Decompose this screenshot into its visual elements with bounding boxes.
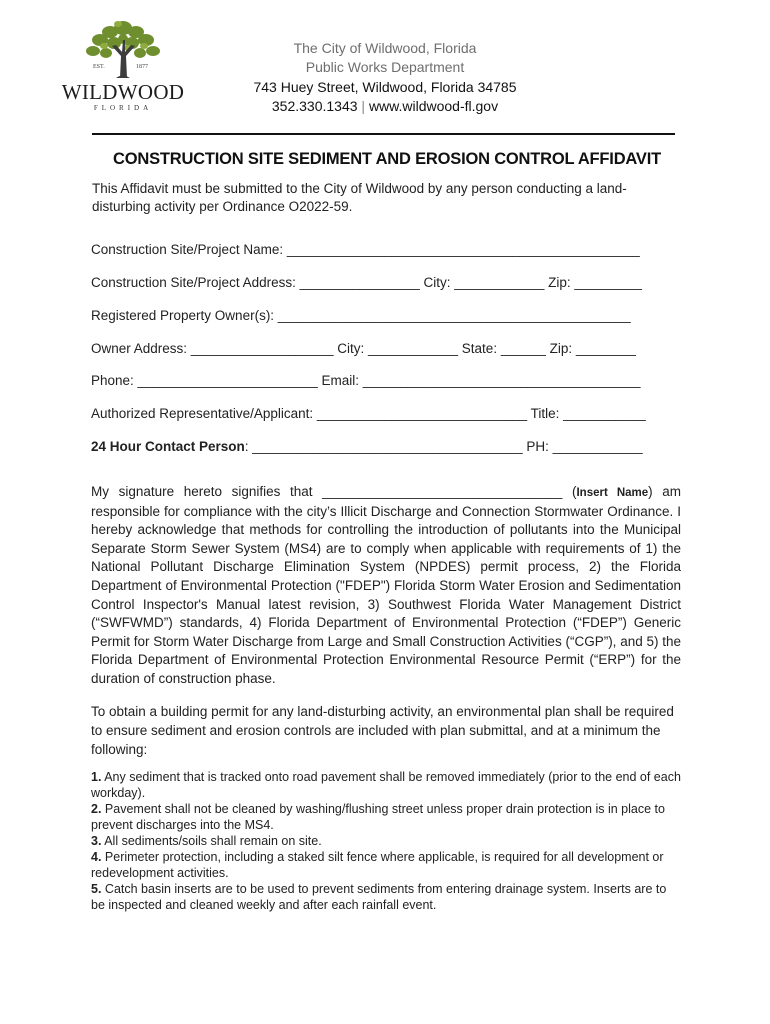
header-website[interactable]: www.wildwood-fl.gov — [368, 98, 499, 114]
header-contact — [200, 98, 570, 114]
list-item: 3. All sediments/soils shall remain on site. — [91, 834, 322, 848]
permit-paragraph: To obtain a building permit for any land-disturbing activity, an environmental plan shall be required to ensure sediment and erosion controls are included with plan submittal, and at a minimum the following: — [91, 704, 674, 757]
contact-person-label: 24 Hour Contact Person — [91, 439, 245, 454]
header-city: The City of Wildwood, Florida — [293, 40, 477, 56]
list-item: 1. Any sediment that is tracked onto road pavement shall be removed immediately (prior to the end of each workday). — [91, 770, 681, 800]
field-contact-person[interactable] — [91, 439, 686, 454]
signature-paragraph — [91, 483, 681, 689]
insert-name-hint: Insert Name — [576, 487, 649, 499]
field-phone-email[interactable]: Phone: ________________________ Email: _____________________________________ — [91, 373, 641, 388]
header-divider — [92, 133, 675, 135]
signature-text-start: My signature hereto signifies that ________________________________ ( — [91, 484, 577, 499]
signature-text-end: ) am responsible for compliance with the city’s Illicit Discharge and Connection Stormwater Ordinance. I hereby acknowledge that methods for controlling the introduction of pollutants into the Municipal Separate Storm Sewer System (MS4) are to comply when applicable with requirements of 1) the National Pollutant Discharge Elimination System (NPDES) permit process, 2) the Florida Department of Environmental Protection ("FDEP") Florida Storm Water Erosion and Sedimentation Control Inspector's Manual latest revision, 3) Southwest Florida Water Management District (“SWFWMD”) standards, 4) Florida Department of Environmental Protection (“FDEP”) Generic Permit for Storm Water Discharge from Large and Small Construction Activities (“CGP”), and 5) the Florida Department of Environmental Protection Environmental Resource Permit (“ERP”) for the duration of construction phase. — [91, 484, 682, 686]
logo-subtitle: FLORIDA — [93, 104, 153, 112]
logo-est-year: 1877 — [136, 64, 148, 70]
logo-wordmark: WILDWOOD — [61, 80, 185, 104]
field-project-address[interactable]: Construction Site/Project Address: ________________ City: ____________ Zip: _________ — [91, 275, 642, 290]
header-address: 743 Huey Street, Wildwood, Florida 34785 — [253, 79, 517, 95]
oak-tree-icon — [58, 18, 188, 80]
field-property-owners[interactable]: Registered Property Owner(s): _______________________________________________ — [91, 308, 631, 323]
logo-est-label: EST. — [93, 64, 105, 70]
intro-text: This Affidavit must be submitted to the City of Wildwood by any person conducting a land-disturbing activity per Ordinance O2022-59. — [92, 181, 627, 214]
header-department: Public Works Department — [305, 59, 465, 75]
list-item: 5. Catch basin inserts are to be used to prevent sediments from entering drainage system. Inserts are to be inspected and cleaned weekly and after each rainfall event. — [91, 882, 667, 912]
header-separator: | — [361, 98, 366, 114]
field-authorized-rep[interactable]: Authorized Representative/Applicant: ____________________________ Title: ___________ — [91, 406, 646, 421]
page-title: CONSTRUCTION SITE SEDIMENT AND EROSION CONTROL AFFIDAVIT — [113, 150, 661, 168]
requirements-list — [91, 769, 681, 913]
list-item: 4. Perimeter protection, including a staked silt fence where applicable, is required for all development or redevelopment activities. — [91, 850, 664, 880]
field-project-name[interactable]: Construction Site/Project Name: _______________________________________________ — [91, 242, 640, 257]
list-item: 2. Pavement shall not be cleaned by washing/flushing street unless proper drain protection is in place to prevent discharges into the MS4. — [91, 802, 665, 832]
field-owner-address[interactable]: Owner Address: ___________________ City: ____________ State: ______ Zip: ________ — [91, 341, 636, 356]
contact-person-blanks[interactable]: : ____________________________________ PH: ____________ — [244, 439, 643, 454]
city-logo — [58, 18, 188, 118]
header-phone: 352.330.1343 — [271, 98, 358, 114]
